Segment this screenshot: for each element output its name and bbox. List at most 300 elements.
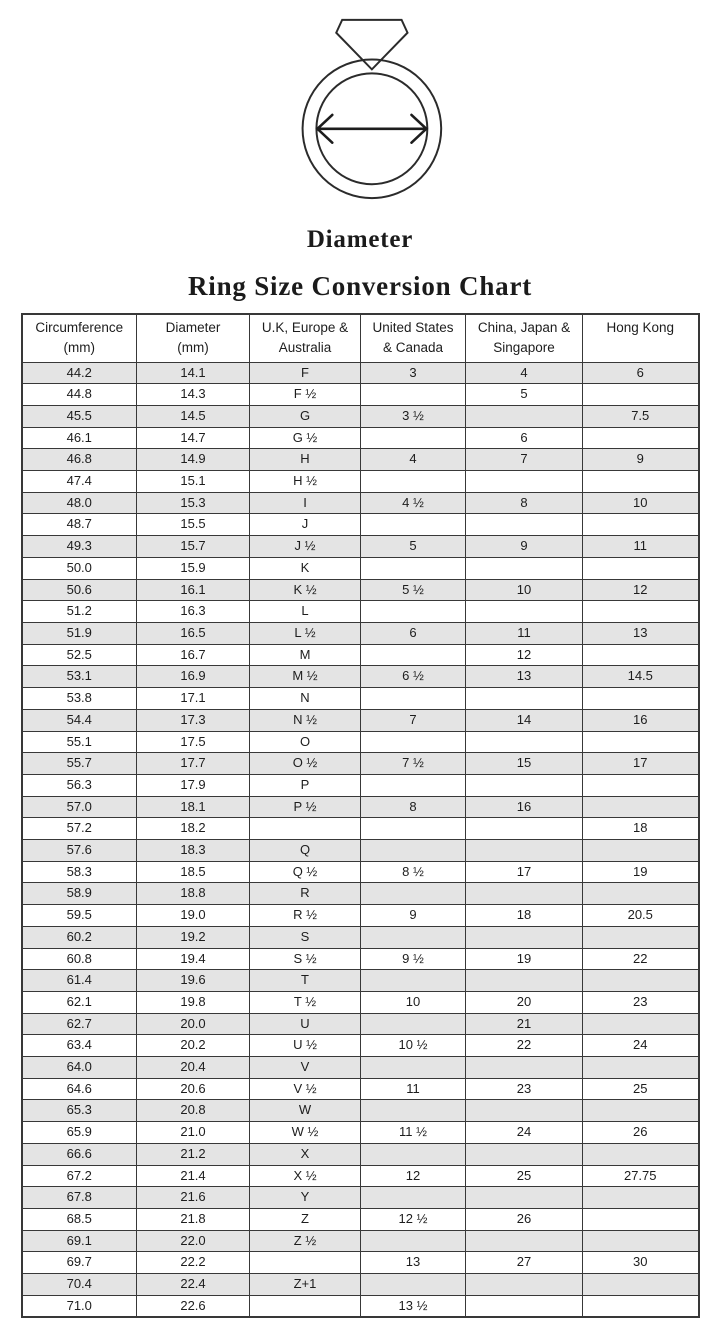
- table-row: [22, 1100, 699, 1122]
- table-cell: I: [250, 492, 361, 514]
- table-cell: 17.3: [137, 709, 250, 731]
- table-cell: 53.1: [22, 666, 137, 688]
- table-cell: 20.0: [137, 1013, 250, 1035]
- table-row: [22, 905, 699, 927]
- table-cell: [361, 601, 466, 623]
- table-cell: 19.6: [137, 970, 250, 992]
- table-cell: [583, 557, 699, 579]
- table-cell: 16.9: [137, 666, 250, 688]
- table-cell: 48.0: [22, 492, 137, 514]
- table-row: [22, 384, 699, 406]
- table-cell: 22.0: [137, 1230, 250, 1252]
- table-cell: [583, 1187, 699, 1209]
- table-cell: 15.7: [137, 536, 250, 558]
- table-cell: 22: [466, 1035, 583, 1057]
- table-cell: 20.4: [137, 1057, 250, 1079]
- table-cell: [583, 731, 699, 753]
- table-cell: 5: [466, 384, 583, 406]
- table-cell: [361, 1100, 466, 1122]
- table-row: [22, 731, 699, 753]
- table-cell: 30: [583, 1252, 699, 1274]
- table-row: [22, 1143, 699, 1165]
- table-cell: 64.0: [22, 1057, 137, 1079]
- table-cell: 56.3: [22, 774, 137, 796]
- table-cell: 59.5: [22, 905, 137, 927]
- table-cell: 7: [466, 449, 583, 471]
- table-cell: N ½: [250, 709, 361, 731]
- table-row: [22, 1078, 699, 1100]
- table-cell: 14.1: [137, 362, 250, 384]
- table-cell: 18: [583, 818, 699, 840]
- table-cell: 11: [466, 622, 583, 644]
- table-cell: 9: [583, 449, 699, 471]
- table-cell: 14.7: [137, 427, 250, 449]
- table-cell: P ½: [250, 796, 361, 818]
- table-cell: [466, 883, 583, 905]
- table-cell: 27: [466, 1252, 583, 1274]
- table-cell: [361, 818, 466, 840]
- table-cell: R: [250, 883, 361, 905]
- table-row: [22, 492, 699, 514]
- column-header: [583, 314, 699, 363]
- table-cell: [583, 774, 699, 796]
- table-row: [22, 1035, 699, 1057]
- table-cell: 69.1: [22, 1230, 137, 1252]
- header-row: [22, 314, 699, 363]
- table-cell: [361, 644, 466, 666]
- table-cell: 21.2: [137, 1143, 250, 1165]
- table-cell: 21.0: [137, 1122, 250, 1144]
- table-cell: 14.3: [137, 384, 250, 406]
- table-cell: T ½: [250, 991, 361, 1013]
- table-cell: [466, 557, 583, 579]
- table-cell: 16.7: [137, 644, 250, 666]
- table-row: [22, 557, 699, 579]
- table-row: [22, 926, 699, 948]
- table-cell: V ½: [250, 1078, 361, 1100]
- table-cell: S: [250, 926, 361, 948]
- table-cell: [361, 471, 466, 493]
- table-cell: 68.5: [22, 1208, 137, 1230]
- table-row: [22, 579, 699, 601]
- table-cell: 9: [361, 905, 466, 927]
- table-cell: [583, 840, 699, 862]
- column-header-line: United States: [372, 319, 454, 335]
- table-cell: 14: [466, 709, 583, 731]
- table-cell: 46.1: [22, 427, 137, 449]
- table-cell: 50.0: [22, 557, 137, 579]
- table-cell: 60.8: [22, 948, 137, 970]
- table-cell: 55.7: [22, 753, 137, 775]
- table-row: [22, 427, 699, 449]
- table-cell: 17.9: [137, 774, 250, 796]
- table-cell: 57.6: [22, 840, 137, 862]
- table-cell: 47.4: [22, 471, 137, 493]
- table-cell: [361, 1057, 466, 1079]
- table-cell: [583, 970, 699, 992]
- table-cell: [466, 1230, 583, 1252]
- table-cell: 18.5: [137, 861, 250, 883]
- column-header: [250, 314, 361, 363]
- table-cell: [361, 1013, 466, 1035]
- table-cell: 5: [361, 536, 466, 558]
- table-cell: [583, 926, 699, 948]
- diagram-caption: Diameter: [306, 226, 414, 253]
- table-cell: 10: [583, 492, 699, 514]
- table-cell: 17: [466, 861, 583, 883]
- table-cell: K: [250, 557, 361, 579]
- table-cell: 18.1: [137, 796, 250, 818]
- table-cell: [361, 1230, 466, 1252]
- table-row: [22, 1122, 699, 1144]
- column-header-line: Australia: [278, 339, 332, 355]
- table-cell: 13 ½: [361, 1295, 466, 1317]
- table-cell: 20.6: [137, 1078, 250, 1100]
- table-cell: 12: [361, 1165, 466, 1187]
- table-cell: 12 ½: [361, 1208, 466, 1230]
- table-cell: 51.2: [22, 601, 137, 623]
- table-cell: Y: [250, 1187, 361, 1209]
- table-cell: 24: [583, 1035, 699, 1057]
- table-cell: [583, 1230, 699, 1252]
- table-body: [22, 362, 699, 1317]
- table-cell: [583, 688, 699, 710]
- table-cell: 13: [361, 1252, 466, 1274]
- table-cell: 27.75: [583, 1165, 699, 1187]
- table-cell: [361, 557, 466, 579]
- table-cell: 51.9: [22, 622, 137, 644]
- table-cell: W ½: [250, 1122, 361, 1144]
- table-row: [22, 514, 699, 536]
- table-cell: 16.1: [137, 579, 250, 601]
- table-cell: 18.3: [137, 840, 250, 862]
- table-row: [22, 622, 699, 644]
- table-cell: [583, 384, 699, 406]
- table-cell: 25: [583, 1078, 699, 1100]
- table-row: [22, 449, 699, 471]
- table-cell: [250, 1252, 361, 1274]
- table-cell: M ½: [250, 666, 361, 688]
- table-cell: [466, 774, 583, 796]
- column-header-line: (mm): [177, 339, 209, 355]
- table-cell: Z ½: [250, 1230, 361, 1252]
- table-cell: 13: [466, 666, 583, 688]
- table-cell: H ½: [250, 471, 361, 493]
- table-row: [22, 362, 699, 384]
- table-cell: 62.7: [22, 1013, 137, 1035]
- table-cell: [466, 970, 583, 992]
- table-cell: [466, 731, 583, 753]
- table-cell: 21.8: [137, 1208, 250, 1230]
- table-cell: Q ½: [250, 861, 361, 883]
- table-cell: 3 ½: [361, 405, 466, 427]
- table-cell: 55.1: [22, 731, 137, 753]
- table-cell: 17.7: [137, 753, 250, 775]
- table-cell: 10: [361, 991, 466, 1013]
- table-cell: R ½: [250, 905, 361, 927]
- column-header-line: Diameter: [165, 319, 221, 335]
- table-cell: 4: [466, 362, 583, 384]
- table-cell: 58.3: [22, 861, 137, 883]
- table-cell: 11 ½: [361, 1122, 466, 1144]
- table-cell: 11: [361, 1078, 466, 1100]
- table-cell: 9 ½: [361, 948, 466, 970]
- table-cell: 26: [466, 1208, 583, 1230]
- table-cell: 20.8: [137, 1100, 250, 1122]
- table-row: [22, 883, 699, 905]
- table-cell: 67.2: [22, 1165, 137, 1187]
- table-cell: [466, 1274, 583, 1296]
- table-row: [22, 688, 699, 710]
- table-cell: 17: [583, 753, 699, 775]
- table-cell: 17.5: [137, 731, 250, 753]
- table-cell: 44.2: [22, 362, 137, 384]
- table-cell: 5 ½: [361, 579, 466, 601]
- table-row: [22, 991, 699, 1013]
- table-cell: 14.5: [583, 666, 699, 688]
- ring-size-conversion-table: [21, 313, 700, 1319]
- table-cell: [466, 1143, 583, 1165]
- table-cell: 19: [583, 861, 699, 883]
- table-cell: 24: [466, 1122, 583, 1144]
- table-row: [22, 753, 699, 775]
- table-cell: 67.8: [22, 1187, 137, 1209]
- table-cell: [361, 1143, 466, 1165]
- table-cell: 26: [583, 1122, 699, 1144]
- page-title: Ring Size Conversion Chart: [187, 270, 533, 301]
- table-cell: W: [250, 1100, 361, 1122]
- table-cell: U ½: [250, 1035, 361, 1057]
- table-cell: [361, 774, 466, 796]
- table-row: [22, 796, 699, 818]
- table-cell: 15.9: [137, 557, 250, 579]
- table-cell: [466, 405, 583, 427]
- table-cell: 15: [466, 753, 583, 775]
- table-row: [22, 709, 699, 731]
- table-header: [22, 314, 699, 363]
- table-cell: 8: [466, 492, 583, 514]
- table-cell: 44.8: [22, 384, 137, 406]
- table-cell: F: [250, 362, 361, 384]
- table-cell: [361, 384, 466, 406]
- table-cell: [583, 1100, 699, 1122]
- table-row: [22, 1187, 699, 1209]
- table-cell: 19: [466, 948, 583, 970]
- table-row: [22, 1057, 699, 1079]
- table-cell: Q: [250, 840, 361, 862]
- table-cell: 19.4: [137, 948, 250, 970]
- table-cell: 21.6: [137, 1187, 250, 1209]
- table-cell: 50.6: [22, 579, 137, 601]
- table-cell: 7: [361, 709, 466, 731]
- table-cell: 65.3: [22, 1100, 137, 1122]
- table-cell: [466, 688, 583, 710]
- table-row: [22, 970, 699, 992]
- table-cell: [361, 1187, 466, 1209]
- table-cell: 58.9: [22, 883, 137, 905]
- table-cell: [583, 883, 699, 905]
- column-header-line: Circumference: [35, 319, 124, 335]
- ring-diameter-icon: [275, 8, 445, 206]
- column-header-line: Singapore: [493, 339, 555, 355]
- table-cell: 22.4: [137, 1274, 250, 1296]
- table-cell: 13: [583, 622, 699, 644]
- table-cell: G ½: [250, 427, 361, 449]
- table-cell: S ½: [250, 948, 361, 970]
- table-row: [22, 1208, 699, 1230]
- table-cell: Z+1: [250, 1274, 361, 1296]
- table-cell: P: [250, 774, 361, 796]
- table-row: [22, 818, 699, 840]
- table-cell: 19.0: [137, 905, 250, 927]
- table-cell: 62.1: [22, 991, 137, 1013]
- table-cell: 10 ½: [361, 1035, 466, 1057]
- table-cell: V: [250, 1057, 361, 1079]
- table-cell: [361, 840, 466, 862]
- table-row: [22, 840, 699, 862]
- table-cell: [583, 1208, 699, 1230]
- table-row: [22, 1165, 699, 1187]
- table-cell: 18.2: [137, 818, 250, 840]
- table-cell: 3: [361, 362, 466, 384]
- table-cell: 49.3: [22, 536, 137, 558]
- table-cell: 22: [583, 948, 699, 970]
- column-header-line: & Canada: [382, 339, 444, 355]
- table-cell: 60.2: [22, 926, 137, 948]
- table-cell: [466, 1187, 583, 1209]
- column-header: [22, 314, 137, 363]
- table-cell: 6: [361, 622, 466, 644]
- table-row: [22, 1274, 699, 1296]
- table-row: [22, 1013, 699, 1035]
- table-cell: [361, 731, 466, 753]
- table-cell: N: [250, 688, 361, 710]
- table-cell: 48.7: [22, 514, 137, 536]
- table-cell: X: [250, 1143, 361, 1165]
- table-cell: 15.5: [137, 514, 250, 536]
- table-row: [22, 861, 699, 883]
- table-cell: 25: [466, 1165, 583, 1187]
- table-cell: 61.4: [22, 970, 137, 992]
- table-cell: [361, 514, 466, 536]
- table-cell: [361, 1274, 466, 1296]
- table-cell: 17.1: [137, 688, 250, 710]
- table-cell: 10: [466, 579, 583, 601]
- table-cell: 18.8: [137, 883, 250, 905]
- table-cell: 54.4: [22, 709, 137, 731]
- table-cell: 16: [466, 796, 583, 818]
- table-cell: 69.7: [22, 1252, 137, 1274]
- table-cell: 16.3: [137, 601, 250, 623]
- column-header: [137, 314, 250, 363]
- table-cell: 20: [466, 991, 583, 1013]
- table-cell: K ½: [250, 579, 361, 601]
- column-header-line: U.K, Europe &: [261, 319, 349, 335]
- table-cell: 16: [583, 709, 699, 731]
- table-cell: 66.6: [22, 1143, 137, 1165]
- table-cell: L: [250, 601, 361, 623]
- table-cell: [583, 796, 699, 818]
- table-cell: 15.3: [137, 492, 250, 514]
- diamond-icon: [336, 20, 407, 70]
- table-cell: 6: [583, 362, 699, 384]
- table-cell: [361, 970, 466, 992]
- table-cell: 4: [361, 449, 466, 471]
- table-cell: 18: [466, 905, 583, 927]
- table-cell: 22.2: [137, 1252, 250, 1274]
- table-row: [22, 536, 699, 558]
- table-cell: 9: [466, 536, 583, 558]
- table-row: [22, 644, 699, 666]
- table-cell: [466, 840, 583, 862]
- table-cell: 52.5: [22, 644, 137, 666]
- ring-diagram: [0, 0, 720, 206]
- column-header: [361, 314, 466, 363]
- table-cell: 57.0: [22, 796, 137, 818]
- table-cell: 46.8: [22, 449, 137, 471]
- table-cell: T: [250, 970, 361, 992]
- table-cell: 8: [361, 796, 466, 818]
- table-cell: 19.2: [137, 926, 250, 948]
- table-cell: 6: [466, 427, 583, 449]
- table-cell: 14.5: [137, 405, 250, 427]
- table-cell: [583, 1295, 699, 1317]
- column-header-line: (mm): [63, 339, 95, 355]
- table-cell: [466, 1100, 583, 1122]
- table-cell: 14.9: [137, 449, 250, 471]
- table-row: [22, 1295, 699, 1317]
- table-cell: Z: [250, 1208, 361, 1230]
- table-cell: [466, 818, 583, 840]
- table-cell: [466, 514, 583, 536]
- table-row: [22, 405, 699, 427]
- column-header-line: Hong Kong: [606, 319, 675, 335]
- table-cell: 21: [466, 1013, 583, 1035]
- table-cell: [583, 471, 699, 493]
- table-cell: 4 ½: [361, 492, 466, 514]
- table-cell: [361, 926, 466, 948]
- column-header-line: China, Japan &: [477, 319, 571, 335]
- table-cell: M: [250, 644, 361, 666]
- table-cell: 6 ½: [361, 666, 466, 688]
- table-row: [22, 471, 699, 493]
- table-cell: 19.8: [137, 991, 250, 1013]
- table-cell: 22.6: [137, 1295, 250, 1317]
- table-cell: 70.4: [22, 1274, 137, 1296]
- table-cell: [250, 818, 361, 840]
- table-cell: 21.4: [137, 1165, 250, 1187]
- table-cell: J ½: [250, 536, 361, 558]
- table-row: [22, 601, 699, 623]
- table-cell: 7.5: [583, 405, 699, 427]
- table-cell: 7 ½: [361, 753, 466, 775]
- table-cell: L ½: [250, 622, 361, 644]
- table-cell: 12: [583, 579, 699, 601]
- table-cell: 45.5: [22, 405, 137, 427]
- table-row: [22, 774, 699, 796]
- table-cell: 15.1: [137, 471, 250, 493]
- table-cell: 53.8: [22, 688, 137, 710]
- table-cell: [361, 688, 466, 710]
- table-cell: 23: [583, 991, 699, 1013]
- table-cell: [583, 601, 699, 623]
- table-cell: F ½: [250, 384, 361, 406]
- table-cell: [583, 1143, 699, 1165]
- table-cell: [583, 514, 699, 536]
- table-row: [22, 1252, 699, 1274]
- table-cell: [583, 644, 699, 666]
- table-cell: [583, 1057, 699, 1079]
